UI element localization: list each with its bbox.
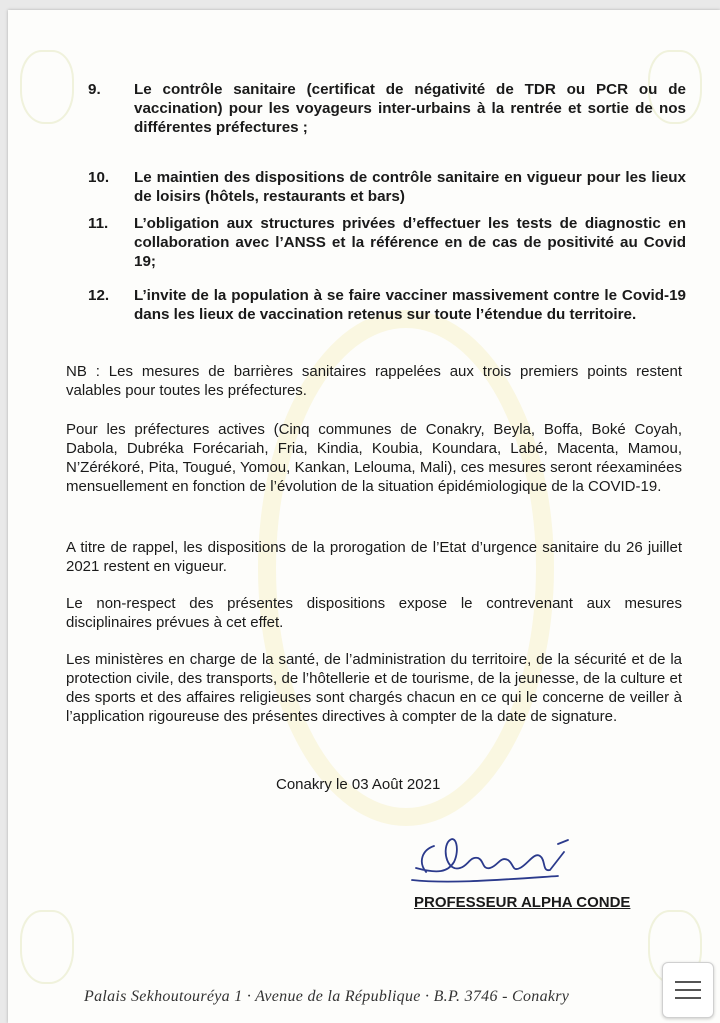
item-number: 9.	[88, 81, 101, 98]
prefectures-paragraph: Pour les préfectures actives (Cinq communes de Conakry, Beyla, Boffa, Boké Coyah, Dabola, Dubréka Forécariah, Fria, Kindia, Koubia, Koundara, Labé, Macenta, Mamou, N’Zérékoré, Pita, Tougué, Yomou, Kankan, Lelouma, Mali), ces mesures seront réexaminées mensuellement en fonction de l’évolution de la situation épidémiologique de la COVID-19.	[66, 421, 682, 495]
item-number: 11.	[88, 215, 109, 232]
hamburger-menu-icon	[673, 978, 703, 1002]
footer-address: Palais Sekhoutouréya 1 · Avenue de la République · B.P. 3746 - Conakry	[84, 988, 570, 1005]
handwritten-signature	[408, 822, 588, 892]
item-number: 12.	[88, 287, 110, 304]
item-text: L’obligation aux structures privées d’effectuer les tests de diagnostic en collaboration avec l’ANSS et la référence en de cas de positivité au Covid 19;	[134, 215, 686, 270]
non-respect-paragraph: Le non-respect des présentes dispositions expose le contrevenant aux mesures disciplinaires prévues à cet effet.	[66, 595, 682, 631]
date-line: Conakry le 03 Août 2021	[276, 776, 441, 793]
emblem-watermark	[20, 50, 74, 124]
item-number: 10.	[88, 169, 110, 186]
item-text: Le contrôle sanitaire (certificat de négativité de TDR ou PCR ou de vaccination) pour les voyageurs inter-urbains à la rentrée et sortie de nos différentes préfectures ;	[134, 81, 686, 136]
signer-name: PROFESSEUR ALPHA CONDE	[414, 894, 631, 911]
ministries-paragraph: Les ministères en charge de la santé, de l’administration du territoire, de la sécurité et de la protection civile, des transports, de l’hôtellerie et de tourisme, de la jeunesse, de la culture et des sports et des affaires religieuses sont chargés chacun en ce qui le concerne de veiller à l’application rigoureuse des présentes directives à compter de la date de signature.	[66, 651, 682, 725]
emblem-watermark	[20, 910, 74, 984]
item-text: Le maintien des dispositions de contrôle sanitaire en vigueur pour les lieux de loisirs (hôtels, restaurants et bars)	[134, 169, 686, 205]
nb-paragraph: NB : Les mesures de barrières sanitaires rappelées aux trois premiers points restent valables pour toutes les préfectures.	[66, 363, 682, 399]
document-page	[8, 10, 720, 1023]
menu-button[interactable]	[662, 962, 714, 1018]
reminder-paragraph: A titre de rappel, les dispositions de la prorogation de l’Etat d’urgence sanitaire du 26 juillet 2021 restent en vigueur.	[66, 539, 682, 575]
item-text: L’invite de la population à se faire vacciner massivement contre le Covid-19 dans les lieux de vaccination retenus sur toute l’étendue du territoire.	[134, 287, 686, 323]
